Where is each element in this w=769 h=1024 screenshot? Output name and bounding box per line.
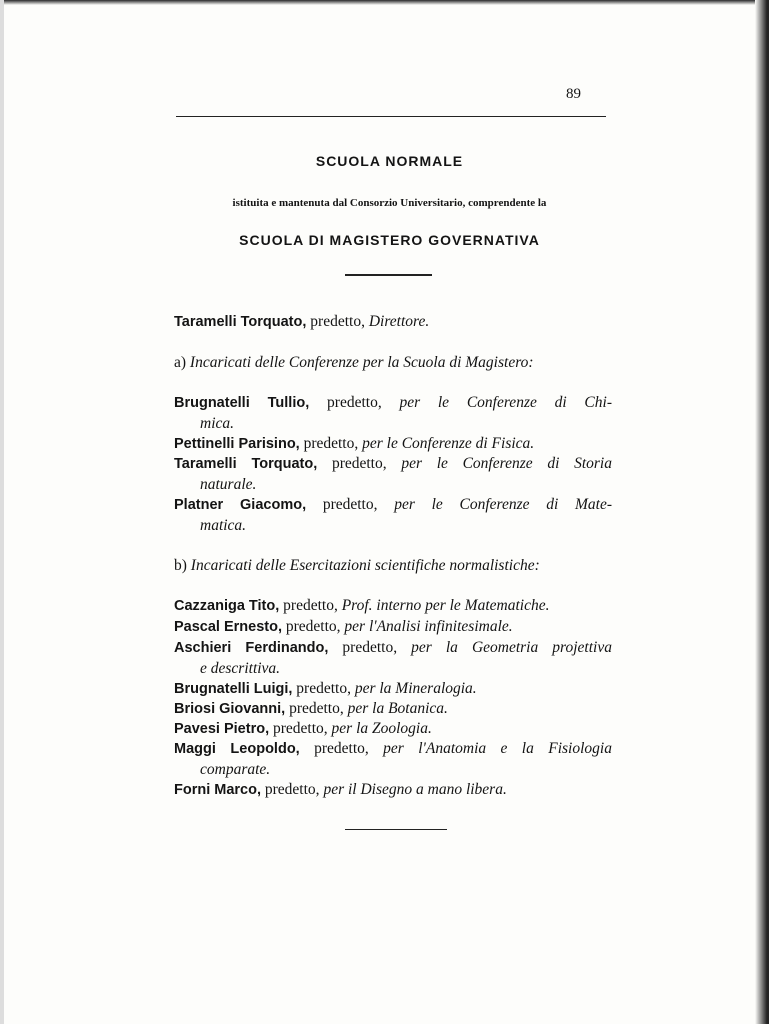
predetto: predetto,: [328, 639, 412, 656]
predetto: predetto,: [285, 700, 348, 717]
entry-continuation: mica.: [200, 415, 235, 432]
person-name: Aschieri Ferdinando,: [174, 640, 329, 656]
entry: [174, 496, 612, 514]
person-name: Maggi Leopoldo,: [174, 741, 300, 757]
header-rule: [176, 116, 606, 117]
predetto: predetto,: [306, 313, 369, 330]
title-divider: [345, 274, 432, 276]
predetto: predetto,: [317, 455, 402, 472]
entry: [174, 781, 507, 799]
role: per la Zoologia.: [331, 720, 432, 737]
predetto: predetto,: [261, 781, 324, 798]
predetto: predetto,: [279, 597, 342, 614]
entry: [174, 700, 448, 718]
person-name: Platner Giacomo,: [174, 497, 307, 513]
person-name: Pascal Ernesto,: [174, 619, 282, 635]
person-name: Briosi Giovanni,: [174, 701, 286, 717]
entry: [174, 435, 534, 453]
section-heading: Incaricati delle Conferenze per la Scuola di Magistero:: [189, 354, 534, 371]
person-name: Pavesi Pietro,: [174, 721, 270, 737]
predetto: predetto,: [292, 680, 355, 697]
entry: [174, 680, 477, 698]
person-name: Brugnatelli Luigi,: [174, 681, 293, 697]
person-name: Forni Marco,: [174, 782, 262, 798]
predetto: predetto,: [309, 394, 400, 411]
section-b-heading: [174, 557, 540, 575]
role: per la Botanica.: [347, 700, 448, 717]
closing-divider: [345, 829, 447, 830]
subtitle: istituita e mantenuta dal Consorzio Universitario, comprendente la: [232, 197, 547, 209]
section-heading: Incaricati delle Esercitazioni scientifiche normalistiche:: [190, 557, 540, 574]
predetto: predetto,: [299, 740, 384, 757]
entry: [174, 455, 612, 473]
page-number: 89: [566, 86, 581, 102]
entry: [174, 394, 612, 412]
section-title: SCUOLA DI MAGISTERO GOVERNATIVA: [239, 232, 540, 248]
role: per le Conferenze di Storia: [401, 455, 612, 472]
role: Prof. interno per le Matematiche.: [341, 597, 550, 614]
person-name: Taramelli Torquato,: [174, 314, 307, 330]
entry-continuation: comparate.: [200, 761, 271, 778]
entry-continuation: matica.: [200, 517, 247, 534]
section-label: a): [174, 354, 190, 371]
role: per le Conferenze di Chi-: [399, 394, 612, 411]
predetto: predetto,: [306, 496, 395, 513]
person-name: Taramelli Torquato,: [174, 456, 318, 472]
entry: [174, 720, 432, 738]
person-name: Brugnatelli Tullio,: [174, 395, 310, 411]
role: Direttore.: [368, 313, 430, 330]
entry: [174, 597, 549, 615]
predetto: predetto,: [269, 720, 332, 737]
page-title: SCUOLA NORMALE: [315, 153, 464, 169]
section-a-heading: [174, 354, 534, 372]
person-name: Pettinelli Parisino,: [174, 436, 300, 452]
director-line: [174, 313, 429, 331]
scan-edge-top: [0, 0, 769, 5]
entry-continuation: e descrittiva.: [200, 660, 281, 677]
section-label: b): [174, 557, 191, 574]
role: per l'Anatomia e la Fisiologia: [383, 740, 612, 757]
entry: [174, 639, 612, 657]
predetto: predetto,: [299, 435, 363, 452]
role: per il Disegno a mano libera.: [323, 781, 507, 798]
predetto: predetto,: [282, 618, 345, 635]
entry: [174, 740, 612, 758]
person-name: Cazzaniga Tito,: [174, 598, 280, 614]
entry-continuation: naturale.: [200, 476, 257, 493]
role: per la Mineralogia.: [354, 680, 477, 697]
role: per le Conferenze di Fisica.: [362, 435, 535, 452]
entry: [174, 618, 513, 636]
role: per l'Analisi infinitesimale.: [344, 618, 513, 635]
role: per le Conferenze di Mate-: [394, 496, 612, 513]
role: per la Geometria projettiva: [411, 639, 612, 656]
